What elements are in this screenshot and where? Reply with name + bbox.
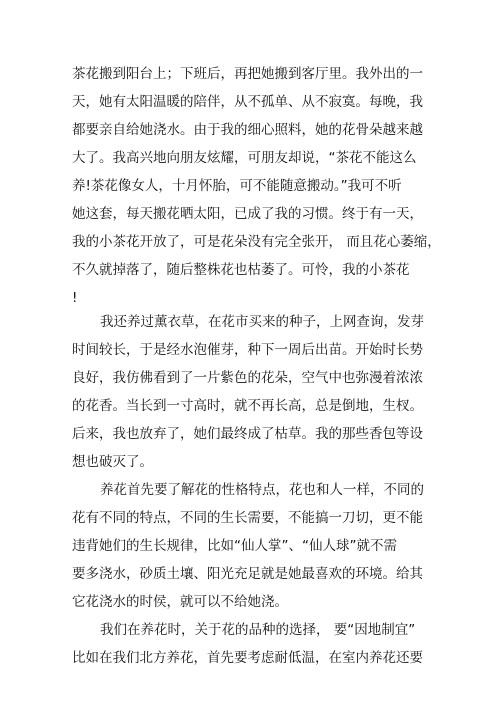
text-line: 良好，我仿佛看到了一片紫色的花朵，空气中也弥漫着浓浓 — [72, 370, 423, 386]
text-line: 茶花搬到阳台上；下班后，再把她搬到客厅里。我外出的一 — [72, 66, 423, 82]
text-line: 时间较长，于是经水泡催芽，种下一周后出苗。开始时长势 — [72, 342, 423, 358]
text-line: 养!茶花像女人，十月怀胎，可不能随意搬动。”我可不听 — [72, 178, 402, 194]
text-line: 的花香。当长到一寸高时，就不再长高，总是倒地，生杈。 — [72, 398, 423, 414]
text-line: 养花首先要了解花的性格特点，花也和人一样，不同的 — [100, 482, 424, 498]
text-line: 比如在我们北方养花，首先要考虑耐低温，在室内养花还要 — [72, 650, 423, 666]
text-line: 它花浇水的时侯，就可以不给她浇。 — [72, 594, 288, 610]
text-line: ! — [72, 290, 78, 306]
text-line: 要多浇水，砂质土壤、阳光充足就是她最喜欢的环境。给其 — [72, 566, 423, 582]
text-line: 都要亲自给她浇水。由于我的细心照料，她的花骨朵越来越 — [72, 122, 423, 138]
text-line: 我们在养花时，关于花的品种的选择， 要“因地制宜” — [100, 622, 416, 638]
text-line: 我还养过薰衣草，在花市买来的种子，上网查询，发芽 — [100, 314, 424, 330]
text-line: 大了。我高兴地向朋友炫耀，可朋友却说，“茶花不能这么 — [72, 150, 417, 166]
text-line: 花有不同的特点，不同的生长需要，不能搞一刀切，更不能 — [72, 510, 423, 526]
text-line: 想也破灭了。 — [72, 454, 153, 470]
text-line: 违背她们的生长规律，比如“仙人掌”、“仙人球”就不需 — [72, 538, 397, 554]
text-line: 天，她有太阳温暖的陪伴，从不孤单、从不寂寞。每晚，我 — [72, 94, 423, 110]
text-line: 后来，我也放弃了，她们最终成了枯草。我的那些香包等设 — [72, 426, 423, 442]
text-line: 她这套，每天搬花晒太阳，已成了我的习惯。终于有一天， — [72, 206, 423, 222]
text-line: 我的小茶花开放了，可是花朵没有完全张开， 而且花心萎缩， — [72, 234, 441, 250]
text-line: 不久就掉落了，随后整株花也枯萎了。可怜，我的小茶花 — [72, 262, 410, 278]
